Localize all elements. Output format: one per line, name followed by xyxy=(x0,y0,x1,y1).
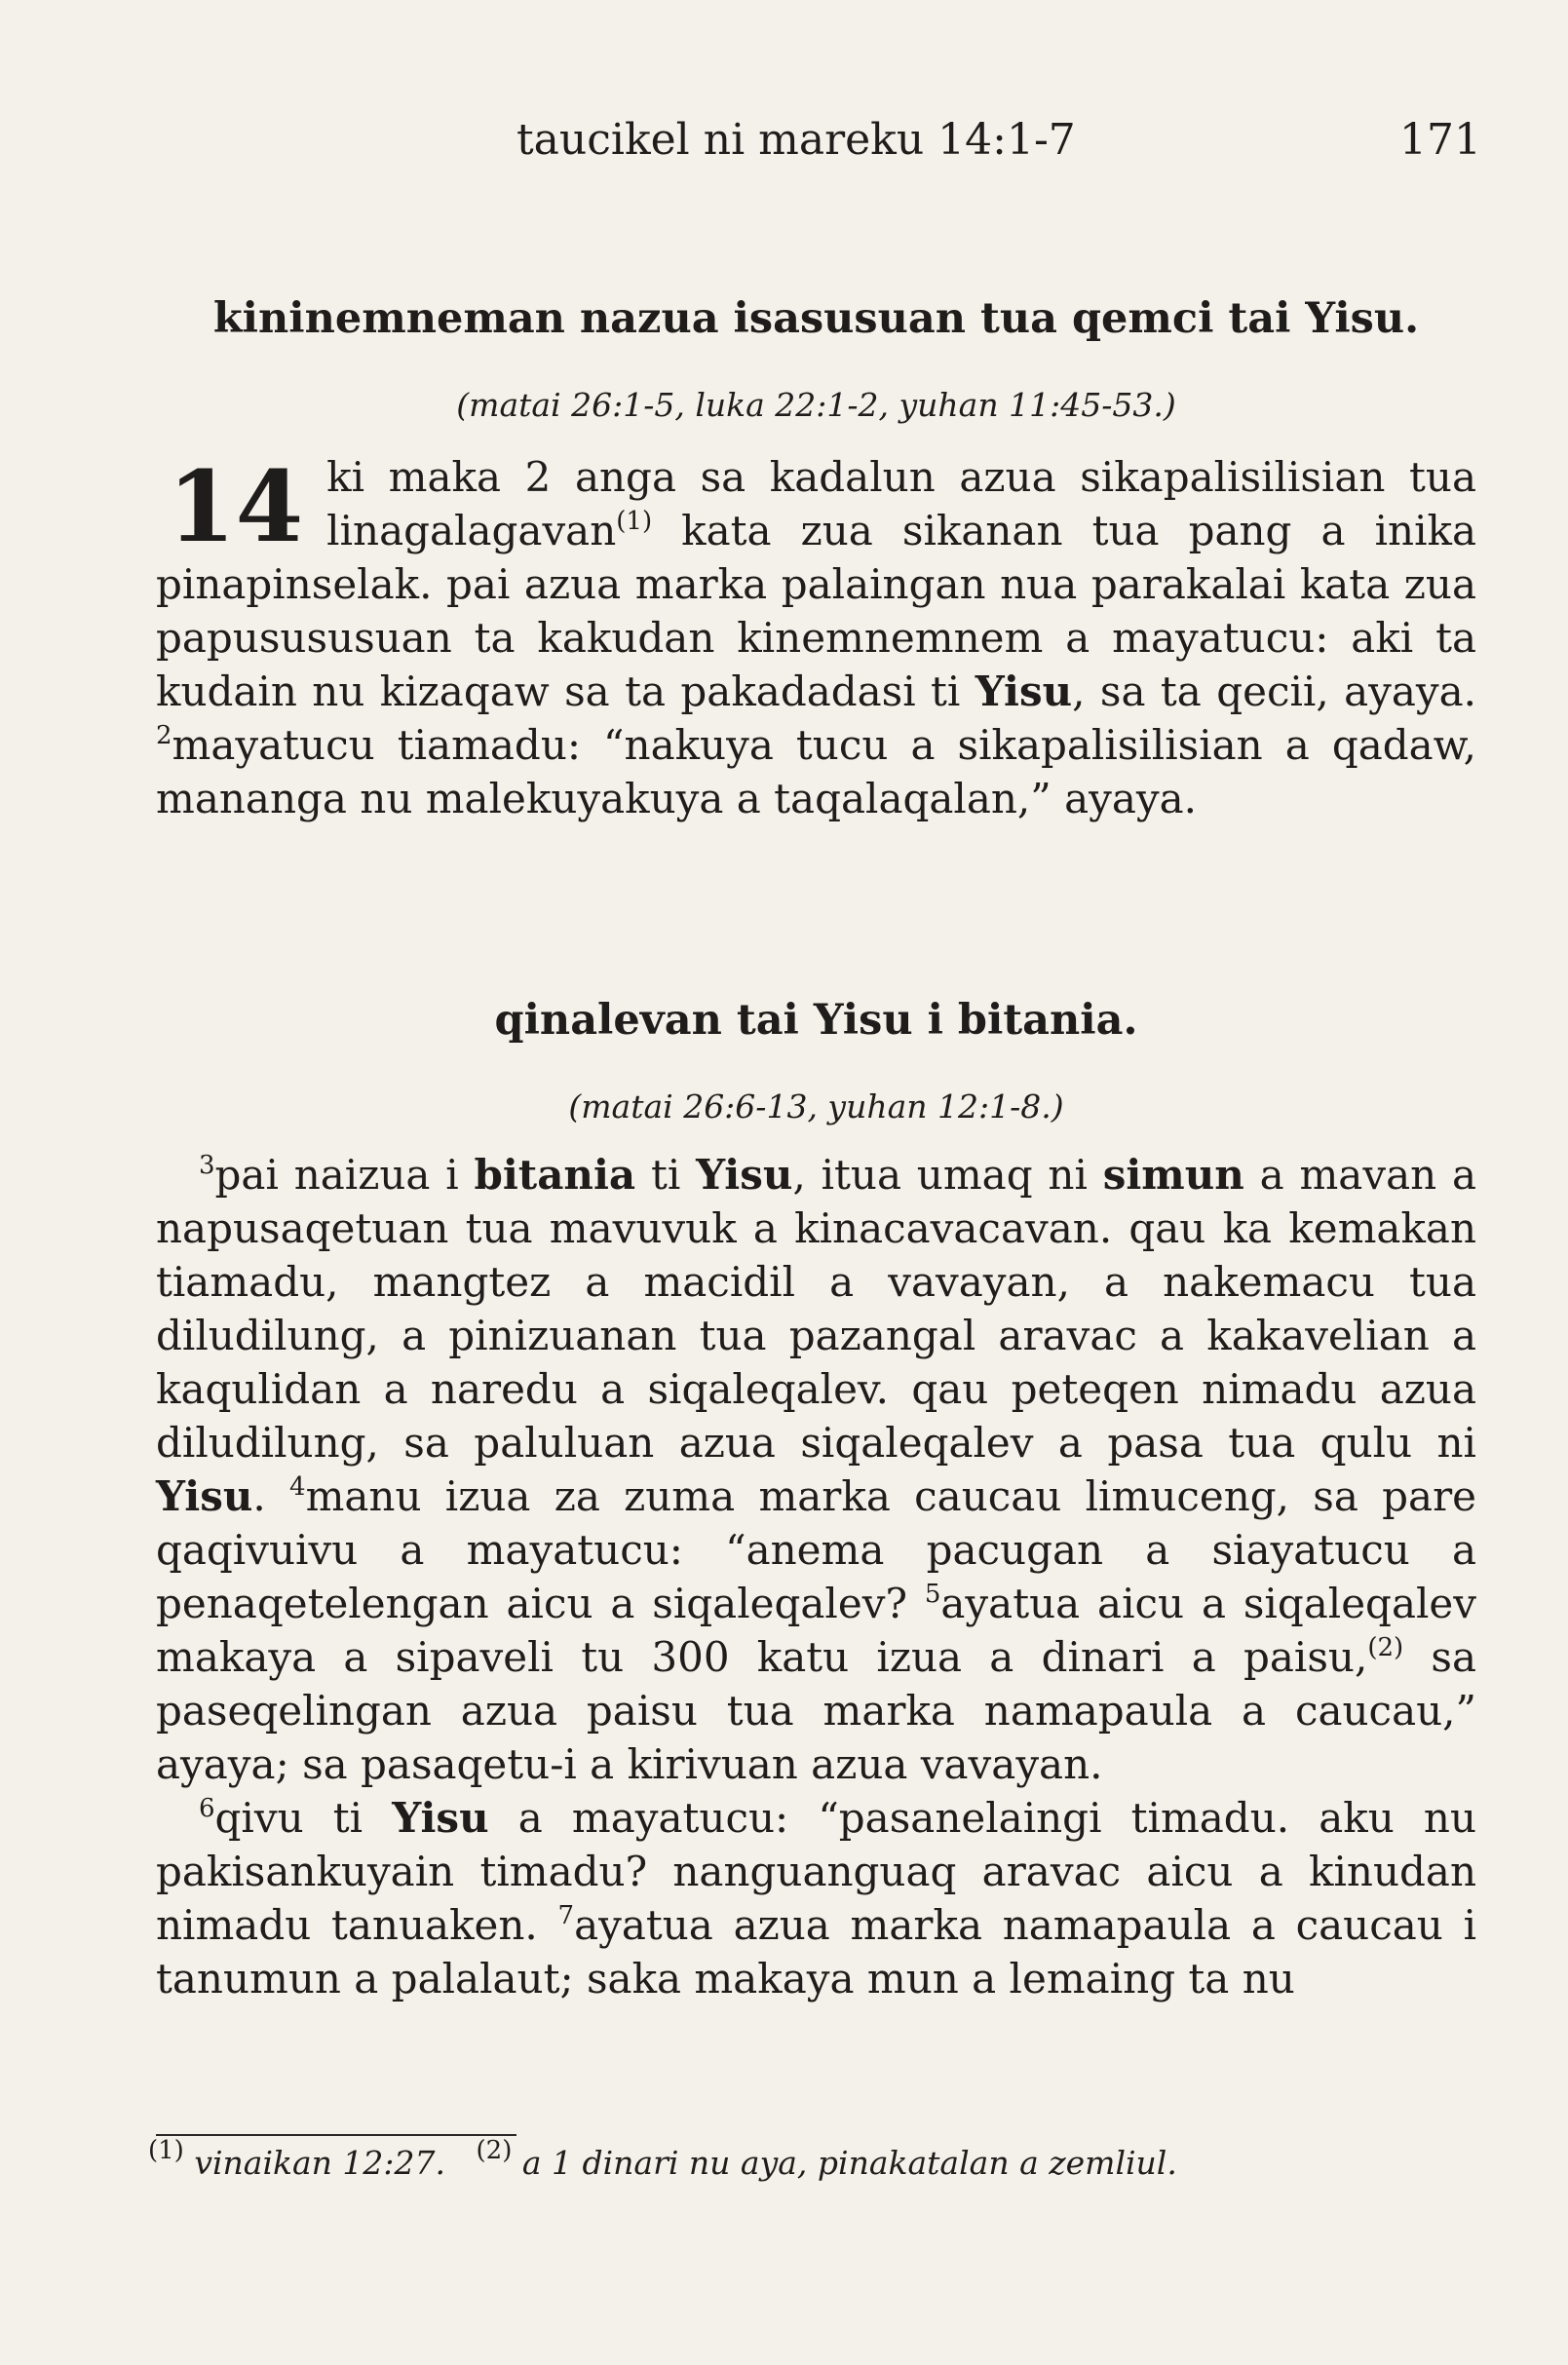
footnote-number-2: (2) xyxy=(476,2136,513,2165)
paragraph-3: $^6$qivu ti Yisu a mayatucu: “pasanelaingi timadu. aku nu pakisankuyain timadu? nanguanguaq aravac aicu a kinudan nimadu tanuaken. $^7$ayatua azua marka namapaula a caucau i tanumun a palalaut; saka makaya mun a lemaing ta nu xyxy=(156,1794,1477,2003)
verse-number-4: 4 xyxy=(289,1472,306,1502)
paragraph-2: $^3$pai naizua i bitania ti Yisu, itua umaq ni simun a mavan a napusaqetuan tua mavuvuk a kinacavacavan. qau ka kemakan tiamadu, mangtez a macidil a vavayan, a nakemacu tua diludilung, a pinizuanan tua pazangal aravac a kakavelian a kaqulidan a naredu a siqaleqalev. qau peteqen nimadu azua diludilung, sa paluluan azua siqaleqalev a pasa tua qulu ni Yisu. $^4$manu izua za zuma marka caucau limuceng, sa pare qaqivuivu a mayatucu: “anema pacugan a siayatucu a penaqetelengan aicu a siqaleqalev? $^5$ayatua aicu a siqaleqalev makaya a sipaveli tu 300 katu izua a dinari a paisu,$^{(2)}$ sa paseqelingan azua paisu tua marka namapaula a caucau,” ayaya; sa pasaqetu-i a kirivuan azua vavayan. xyxy=(156,1151,1477,1788)
running-header xyxy=(516,115,1481,173)
footnotes xyxy=(148,2136,1473,2182)
chapter-number: 14 xyxy=(168,449,304,564)
verse-number-3: 3 xyxy=(199,1151,215,1180)
page-number: 171 xyxy=(1399,115,1481,165)
section-title-2: qinalevan tai Yisu i bitania. xyxy=(494,996,1138,1045)
footnote-marker-2: (2) xyxy=(1367,1633,1404,1662)
footnote-2: a 1 dinari nu aya, pinakatalan a zemliul. xyxy=(512,2144,1177,2182)
footnote-number-1: (1) xyxy=(148,2136,184,2165)
running-title: taucikel ni mareku 14:1-7 xyxy=(516,115,1076,165)
verse-number-7: 7 xyxy=(557,1901,575,1930)
section-title-1: kininemneman nazua isasusuan tua qemci tai Yisu. xyxy=(212,294,1420,343)
paragraph-1: 14 ki maka 2 anga sa kadalun azua sikapalisilisian tua linagalagavan$^{(1)}$ kata zua sikanan tua pang a inika pinapinselak. pai azua marka palaingan nua parakalai kata zua papusususuan ta kakudan kinemnemnem a mayatucu: aki ta kudain nu kizaqaw sa ta pakadadasi ti Yisu, sa ta qecii, ayaya. $^2$mayatucu tiamadu: “nakuya tucu a sikapalisilisian a qadaw, mananga nu malekuyakuya a taqalaqalan,” ayaya. xyxy=(156,449,1476,822)
section-reference-2: (matai 26:6-13, yuhan 12:1-8.) xyxy=(568,1087,1064,1125)
footnote-divider xyxy=(156,2134,516,2136)
verse-number-5: 5 xyxy=(924,1580,941,1609)
footnote-marker-1: (1) xyxy=(616,507,653,536)
section-body-1 xyxy=(156,450,1476,825)
verse-number-2: 2 xyxy=(156,721,172,750)
verse-number-6: 6 xyxy=(199,1794,215,1823)
bold-name: Yisu xyxy=(975,668,1073,715)
section-reference-1: (matai 26:1-5, luka 22:1-2, yuhan 11:45-53.) xyxy=(456,386,1176,424)
section-body-2 xyxy=(156,1148,1476,2005)
footnote-1: vinaikan 12:27. xyxy=(183,2144,446,2182)
